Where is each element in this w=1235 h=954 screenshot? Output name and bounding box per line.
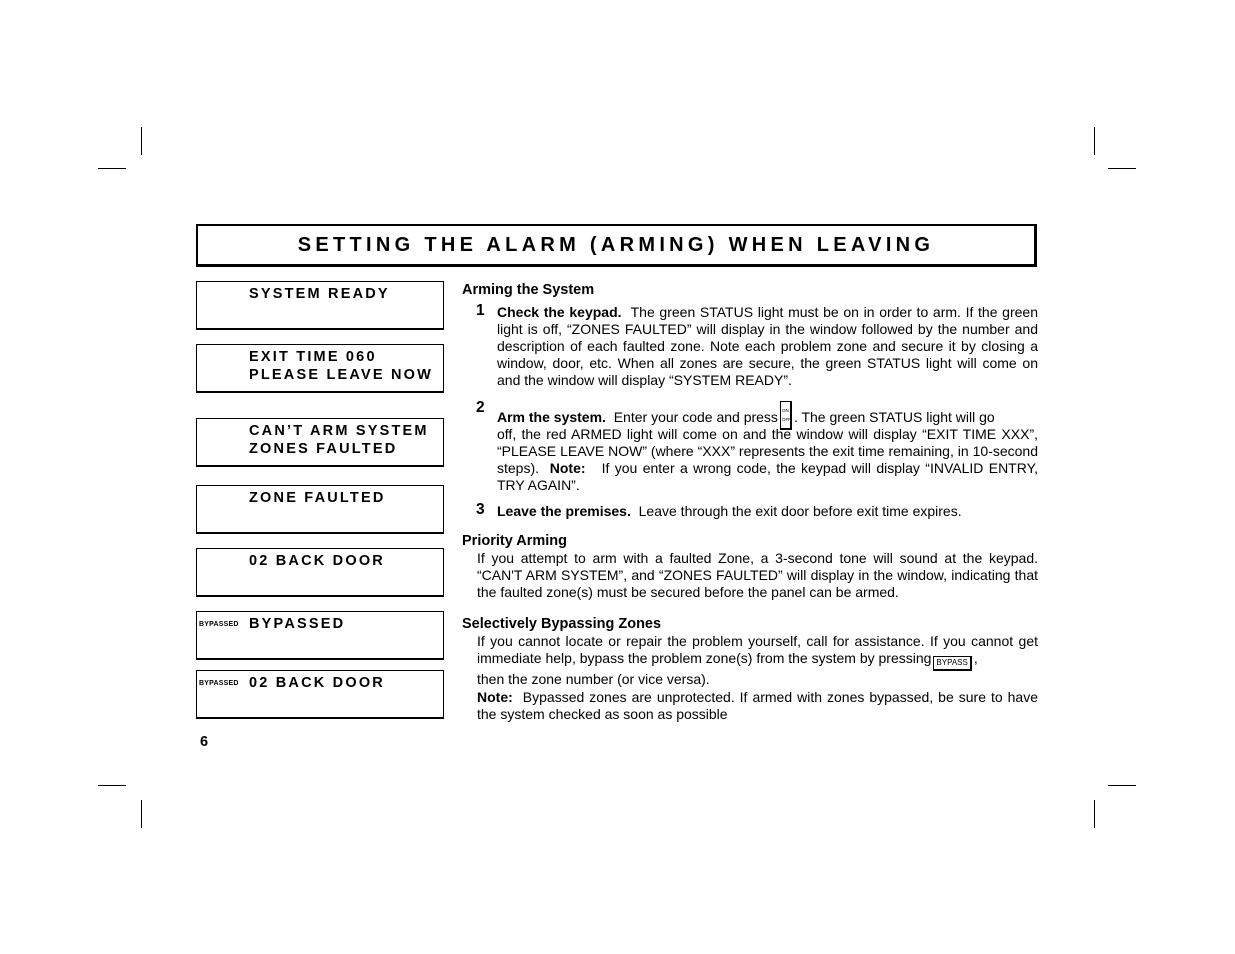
section-heading-arming: Arming the System <box>462 282 595 298</box>
bypass-text-line2: then the zone number (or vice versa). <box>477 671 710 687</box>
display-text: 02 BACK DOOR <box>249 675 385 691</box>
keypad-display-zone-faulted <box>196 485 444 534</box>
crop-mark <box>1108 785 1136 786</box>
step-number: 2 <box>476 399 485 416</box>
bypass-note: Note: Bypassed zones are unprotected. If armed with zones bypassed, be sure to have the system checked as soon as possible <box>477 689 1039 722</box>
bypass-text: If you cannot locate or repair the problem yourself, call for assistance. If you cannot get immediate help, bypass the problem zone(s) from the system by pressing BYPASS , <box>477 633 1038 671</box>
display-text: BYPASSED <box>249 616 346 632</box>
display-tag-bypassed: BYPASSED <box>199 621 239 628</box>
keypad-display-back-door <box>196 548 444 597</box>
on-off-key-icon: ON OFF <box>780 401 792 430</box>
display-tag-bypassed: BYPASSED <box>199 680 239 687</box>
keypad-display-cant-arm <box>196 418 444 467</box>
crop-mark <box>1108 168 1136 169</box>
step-3-text: Leave the premises. Leave through the exit door before exit time expires. <box>497 503 962 519</box>
step-number: 1 <box>476 302 485 319</box>
step-2-text: off, the red ARMED light will come on and the window will display “EXIT TIME XXX”, “PLEASE LEAVE NOW” (where “XXX” represents the exit time remaining, in 10-second steps). Note: If you enter a wrong code, the keypad will display “INVALID ENTRY, TRY AGAIN”. <box>497 426 1039 493</box>
crop-mark <box>98 785 126 786</box>
crop-mark <box>1094 127 1095 155</box>
step-number: 3 <box>476 501 485 518</box>
section-heading-priority: Priority Arming <box>462 533 568 549</box>
keypad-display-bypassed-back-door <box>196 670 444 719</box>
keypad-display-system-ready <box>196 281 444 330</box>
display-text: SYSTEM READY <box>249 286 390 302</box>
page-title-box <box>196 224 1037 267</box>
keypad-display-exit-time <box>196 344 444 393</box>
keypad-display-bypassed <box>196 611 444 660</box>
crop-mark <box>98 168 126 169</box>
page-number: 6 <box>200 734 209 750</box>
priority-text: If you attempt to arm with a faulted Zone, a 3-second tone will sound at the keypad. “CAN'T ARM SYSTEM”, and “ZONES FAULTED” will display in the window, indicating that the faulted zone(s) must be secured before the panel can be armed. <box>477 550 1038 600</box>
bypass-key-icon: BYPASS <box>933 656 971 671</box>
display-text: CAN’T ARM SYSTEM ZONES FAULTED <box>249 423 429 457</box>
crop-mark <box>141 127 142 155</box>
page-title: SETTING THE ALARM (ARMING) WHEN LEAVING <box>297 233 935 256</box>
crop-mark <box>1094 800 1095 828</box>
step-1-text: Check the keypad. The green STATUS light must be on in order to arm. If the green light is off, “ZONES FAULTED” will display in the window followed by the number and description of each faulted zone. Note each problem zone and secure it by closing a window, door, etc. When all zones are secure, the green STATUS light will come on and the window will display “SYSTEM READY”. <box>497 304 1038 388</box>
display-text: EXIT TIME 060 PLEASE LEAVE NOW <box>249 349 433 383</box>
crop-mark <box>141 800 142 828</box>
display-text: 02 BACK DOOR <box>249 553 385 569</box>
step-2-first-line: Arm the system. Enter your code and press ON OFF . The green STATUS light will go <box>497 401 1038 430</box>
display-text: ZONE FAULTED <box>249 490 386 506</box>
section-heading-bypass: Selectively Bypassing Zones <box>462 616 662 632</box>
